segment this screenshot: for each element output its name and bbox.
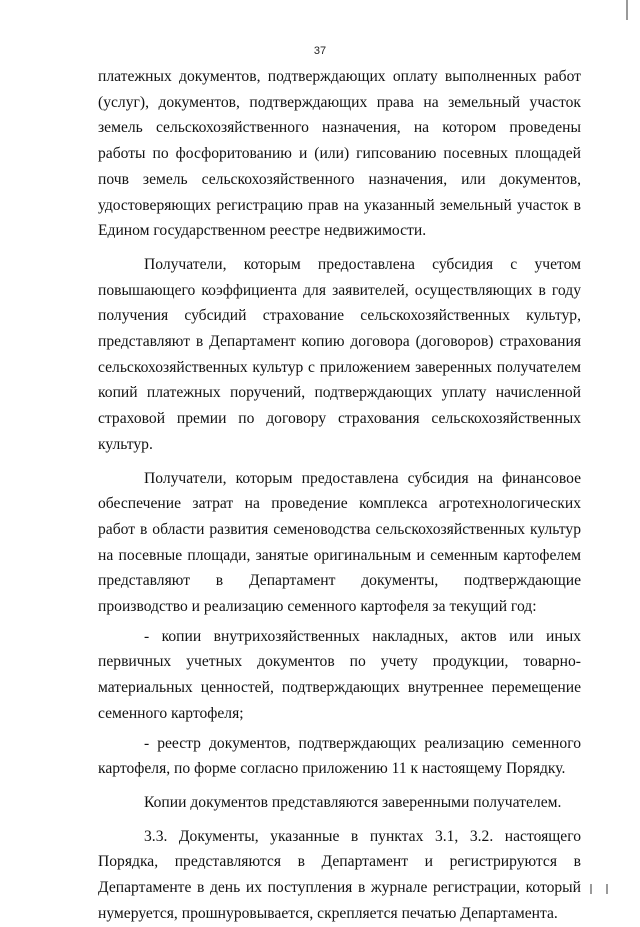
list-item-invoices: - копии внутрихозяйственных накладных, актов или иных первичных учетных документов по учету продукции, товарно-материальных ценностей, подтверждающих внутреннее перемещение семенного картофеля; bbox=[98, 627, 581, 722]
paragraph-continuation: платежных документов, подтверждающих оплату выполненных работ (услуг), документов, подтверждающих права на земельный участок земель сельскохозяйственного назначения, на котором проведены работы по фосфоритованию и (или) гипсованию посевных площадей почв земель сельскохозяйственного назначения, или документов, удостоверяющих регистрацию прав на указанный земельный участок в Едином государственном реестре недвижимости. bbox=[98, 68, 581, 240]
scan-artifact-right-edge bbox=[626, 0, 628, 20]
paragraph-section-3-3: 3.3. Документы, указанные в пунктах 3.1, 3.2. настоящего Порядка, представляются в Департамент и регистрируются в Департаменте в день их поступления в журнале регистрации, который нумеруется, прошнуровывается, скрепляется печатью Департамента. bbox=[98, 827, 581, 922]
paragraph-seed-potato: Получатели, которым предоставлена субсидия на финансовое обеспечение затрат на проведение комплекса агротехнологических работ в области развития семеноводства сельскохозяйственных культур на посевные площади, занятые оригинальным и семенным картофелем представляют в Департамент документы, подтверждающие производство и реализацию семенного картофеля за текущий год: bbox=[98, 469, 581, 616]
scan-artifact-bottom-right-2 bbox=[606, 884, 608, 894]
page-number: 37 bbox=[313, 45, 327, 57]
paragraph-certified-copies: Копии документов представляются заверенными получателем. bbox=[144, 793, 562, 811]
paragraph-insurance: Получатели, которым предоставлена субсидия с учетом повышающего коэффициента для заявителей, осуществляющих в году получения субсидий страхование сельскохозяйственных культур, представляют в Департамент копию договора (договоров) страхования сельскохозяйственных культур с приложением заверенных получателем копий платежных поручений, подтверждающих уплату начисленной страховой премии по договору страхования сельскохозяйственных культур. bbox=[98, 255, 581, 453]
document-body bbox=[98, 64, 581, 927]
list-item-registry: - реестр документов, подтверждающих реализацию семенного картофеля, по форме согласно приложению 11 к настоящему Порядку. bbox=[98, 734, 581, 778]
scan-artifact-bottom-right bbox=[590, 884, 592, 894]
